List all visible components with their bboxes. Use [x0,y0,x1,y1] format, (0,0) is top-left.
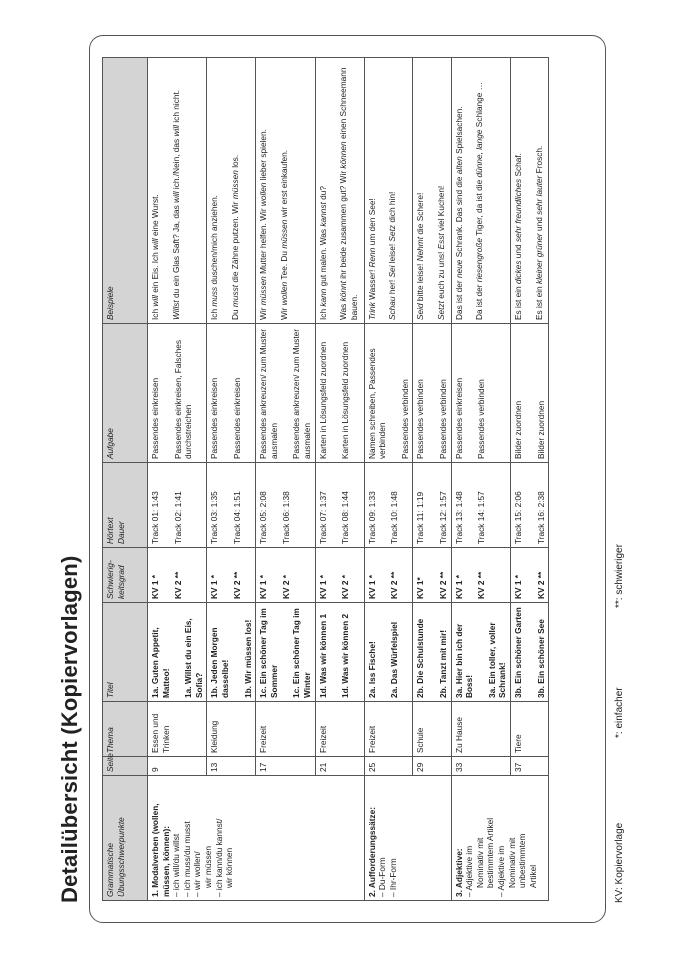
difficulty-cell: KV 1 * KV 2 ** [511,548,549,603]
grammar-focus-cell [364,776,451,901]
page-cell: 13 [207,757,256,776]
title-cell: 2a. Iss Fische! 2a. Das Würfelspiel [364,603,413,702]
task-cell: Bilder zuordnen Bilder zuordnen [511,324,549,463]
shirt-icon [225,736,242,753]
grammar-bullet: Artikel [527,864,538,888]
page-cell: 9 [148,757,207,776]
grammar-bullet: – Adjektive im [464,845,475,897]
task-cell: Passendes verbinden Passendes verbinden [413,324,451,463]
title-cell: 3b. Ein schöner Garten 3b. Ein schöner See [511,603,549,702]
grammar-bullet: Nominativ mit [506,837,517,888]
header-task: Aufgabe [103,324,148,463]
grammar-bullet: Nominativ mit [474,837,485,888]
ball-icon [274,736,291,753]
examples-cell [256,58,315,324]
difficulty-cell: KV 1* KV 2 ** [413,548,451,603]
header-page: Seite [103,757,148,776]
table-row [256,58,315,901]
topic-label: Schule [415,727,426,753]
grammar-bullet: – ich kann/du kannst/ [213,818,224,897]
topic-cell [364,702,413,757]
topic-label: Kleidung [209,720,220,753]
example-sentence: Du musst die Zähne putzen. Wir müssen los. [230,154,241,320]
topic-label: Freizeit [366,725,377,753]
topic-label: Tiere [513,734,524,753]
examples-cell [315,58,364,324]
header-row [103,58,148,901]
title-cell: 1c. Ein schöner Tag im Sommer 1c. Ein schöner Tag im Winter [256,603,315,702]
overview-table [102,57,549,901]
title-cell: 1d. Was wir können 1 1d. Was wir können 2 [315,603,364,702]
grammar-focus-cell [451,776,549,901]
example-sentence: Es ist ein kleiner grüner und sehr lauter Frosch. [533,145,544,320]
table-row [315,58,364,901]
task-cell: Passendes einkreisen Passendes einkreisen, Falsches durchstreichen [148,324,207,463]
task-cell: Passendes einkreisen Passendes einkreisen [207,324,256,463]
example-sentence: Wir müssen Mutter helfen. Wir wollen lieber spielen. [258,129,269,320]
grammar-heading: 1. Modalverben (wollen, müssen, können): [150,803,171,897]
examples-cell [364,58,413,324]
grammar-heading: 2. Aufforderungssätze: [366,806,377,897]
table-row [511,58,549,901]
grammar-bullet: unbestimmtem [517,833,528,888]
school-icon [431,736,448,753]
audio-cell: Track 13: 1:48 Track 14: 1:57 [451,463,510,548]
audio-cell: Track 03: 1:35 Track 04: 1:51 [207,463,256,548]
page-cell: 29 [413,757,451,776]
table-row [207,58,256,901]
difficulty-cell: KV 1 * KV 2 ** [451,548,510,603]
task-cell: Karten in Lösungsfeld zuordnen Karten in Lösungsfeld zuordnen [315,324,364,463]
topic-label: Freizeit [258,725,269,753]
examples-cell [207,58,256,324]
grammar-bullet: – wir wollen/ [192,851,203,897]
example-sentence: Willst du ein Glas Saft? Ja, das will ich./Nein, das will ich nicht. [170,89,181,320]
table-row [148,58,207,901]
topic-cell [511,702,549,757]
difficulty-cell: KV 1 * KV 2 ** [207,548,256,603]
header-examples: Beispiele [103,58,148,324]
audio-cell: Track 07: 1:37 Track 08: 1:44 [315,463,364,548]
audio-cell: Track 11: 1:19 Track 12: 1:57 [413,463,451,548]
example-sentence: Ich will ein Eis. Ich will eine Wurst. [150,194,160,320]
example-sentence: Da ist der riesengroße Tiger, da ist die dünne, lange Schlange … [474,81,485,320]
task-cell: Passendes einkreisen Passendes verbinden [451,324,510,463]
audio-cell: Track 05: 2:08 Track 06: 1:38 [256,463,315,548]
topic-cell [148,702,207,757]
example-sentence: Ich kann gut malen. Was kannst du? [317,186,328,320]
house-icon [469,736,486,753]
difficulty-cell: KV 1 * KV 2 ** [364,548,413,603]
topic-label: Freizeit [317,725,328,753]
example-sentence: Ich muss duschen/mich anziehen. [209,195,220,320]
topic-cell [451,702,510,757]
difficulty-cell: KV 1 * KV 2 ** [148,548,207,603]
page-cell: 33 [451,757,510,776]
header-audio: Hörtext Dauer [103,463,148,548]
audio-cell: Track 15: 2:06 Track 16: 2:38 [511,463,549,548]
example-sentence: Es ist ein dickes und sehr freundliches Schaf. [513,153,524,320]
examples-cell [511,58,549,324]
grammar-heading: 3. Adjektive: [453,848,464,897]
header-difficulty: Schwierig- keitsgrad [103,548,148,603]
task-cell: Passendes ankreuzen/ zum Muster ausmalen Passendes ankreuzen/ zum Muster ausmalen [256,324,315,463]
page-cell: 21 [315,757,364,776]
grammar-bullet: – Ihr-Form [387,858,398,897]
legend-easy: *: einfacher [614,687,625,738]
page-cell: 25 [364,757,413,776]
topic-cell [256,702,315,757]
grammar-bullet: wir müssen [203,846,214,888]
grammar-bullet: – Du-Form [377,857,388,897]
title-cell: 2b. Die Schulstunde 2b. Tanzt mit mir! [413,603,451,702]
topic-label: Zu Hause [453,717,464,753]
example-sentence: Schau her! Sei leise! Setz dich hin! [387,191,398,320]
table-row [364,58,413,901]
grammar-bullet: bestimmtem Artikel [485,817,496,888]
title-cell: 1a. Guten Appetit, Matteo! 1a. Willst du ein Eis, Sofia? [148,603,207,702]
grammar-bullet: – ich will/du willst [171,833,182,897]
difficulty-cell: KV 1 * KV 2 * [256,548,315,603]
topic-cell [207,702,256,757]
ball-icon [333,736,350,753]
grammar-focus-cell [148,776,365,901]
grammar-bullet: – Adjektive im [496,845,507,897]
ball-icon [382,736,399,753]
task-cell: Namen schreiben, Passendes verbinden Passendes verbinden [364,324,413,463]
examples-cell [148,58,207,324]
example-sentence: Setzt euch zu uns! Esst viel Kuchen! [435,185,446,320]
header-grammar: Grammatische Übungsschwerpunkte [103,776,148,901]
topic-label: Essen und Trinken [150,713,171,753]
table-row [413,58,451,901]
example-sentence: Das ist der neue Schrank. Das sind die alten Spielsachen. [453,106,464,320]
difficulty-cell: KV 1 * KV 2 * [315,548,364,603]
page-cell: 17 [256,757,315,776]
example-sentence: Trink Wasser! Renn um den See! [366,198,377,320]
topic-cell [315,702,364,757]
plate-icon [176,736,193,753]
animal-icon [529,736,546,753]
topic-cell [413,702,451,757]
header-title: Titel [103,603,148,702]
examples-cell [413,58,451,324]
table-row [451,58,510,901]
grammar-bullet: wir können [224,847,235,888]
legend-hard: **: schwieriger [614,544,625,608]
grammar-bullet: – ich muss/du musst [181,821,192,897]
example-sentence: Seid bitte leise! Nehmt die Schere! [415,192,426,320]
title-cell: 3a. Hier bin ich der Boss! 3a. Ein toller, voller Schrank! [451,603,510,702]
audio-cell: Track 01: 1:43 Track 02: 1:41 [148,463,207,548]
page-cell: 37 [511,757,549,776]
example-sentence: Wir wollen Tee. Du müssen wir erst einkaufen. [278,149,289,320]
page-title: Detailübersicht (Kopiervorlagen) [57,555,82,903]
title-cell: 1b. Jeden Morgen dasselbe! 1b. Wir müssen los! [207,603,256,702]
legend-kv: KV: Kopiervorlage [614,822,625,903]
examples-cell [451,58,510,324]
header-topic: Thema [103,702,148,757]
example-sentence: Was könnt ihr beide zusammen gut? Wir können einen Schneemann bauen. [338,67,359,320]
audio-cell: Track 09: 1:33 Track 10: 1:48 [364,463,413,548]
